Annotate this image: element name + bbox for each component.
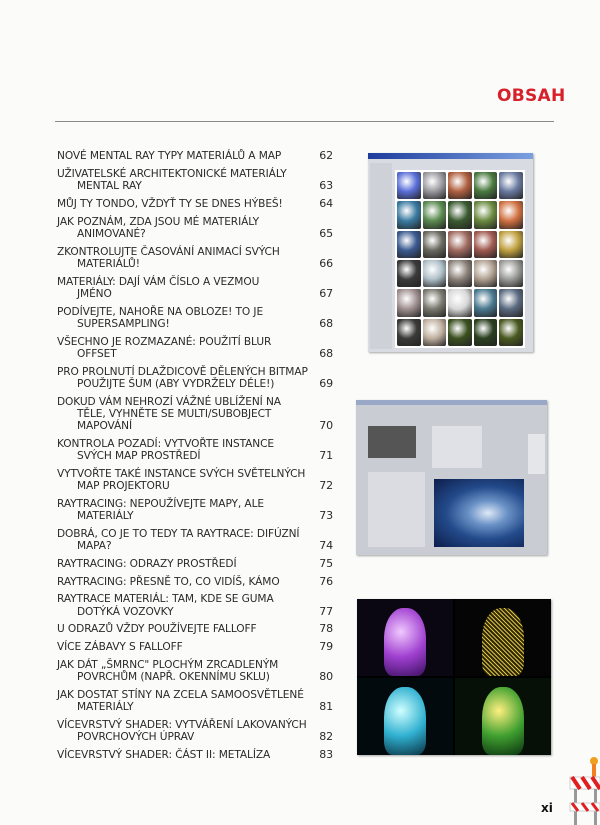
toc-entry-page: 63 [319,179,333,192]
toc-entry-title: POVRCHOVÝCH ÚPRAV [77,731,195,744]
material-thumbnail-grid [395,170,525,348]
traffic-barrier-icon [568,755,600,825]
toc-entry-page: 66 [319,256,333,270]
toc-entry [57,366,333,390]
toc-entry-page: 76 [319,574,333,588]
header-divider [55,121,554,122]
toc-entry-page: 69 [319,376,333,390]
material-thumbnail [423,289,447,316]
toc-entry [57,749,333,761]
toc-entry-title: RAYTRACE MATERIÁL: TAM, KDE SE GUMA [57,593,274,606]
toc-entry-title: MATERIÁLY [77,510,134,522]
toc-entry-page: 65 [319,226,333,240]
toc-entry-title: ANIMOVANÉ? [77,227,146,240]
page-number: xi [541,801,553,815]
command-panel [528,434,545,474]
toc-entry-title: JAK POZNÁM, ZDA JSOU MÉ MATERIÁLY [57,215,260,228]
toc-entry [57,558,333,570]
toc-entry-title: U ODRAZŮ VŽDY POUŽÍVEJTE FALLOFF [57,623,257,636]
browser-sidebar [370,163,392,349]
toc-entry-page: 68 [319,346,333,360]
material-thumbnail [499,201,523,228]
toc-entry-title: MAP PROJEKTORU [77,480,170,492]
toc-entry-page: 64 [319,196,333,210]
material-thumbnail [397,319,421,346]
toc-entry [57,336,333,360]
material-thumbnail [423,319,447,346]
toc-entry [57,593,333,617]
toc-entry [57,306,333,330]
material-map-browser-screenshot [368,153,533,352]
render-wireframe [455,599,551,676]
dialog-panel [432,426,482,468]
render-cyan [357,678,453,755]
render-green [455,678,551,755]
toc-entry-page: 80 [319,670,333,684]
toc-entry-page: 82 [319,730,333,744]
material-thumbnail [499,231,523,258]
toc-entry-title: DOKUD VÁM NEHROZÍ VÁŽNÉ UBLÍŽENÍ NA [57,395,281,408]
toc-entry [57,276,333,300]
material-thumbnail [423,172,447,199]
table-of-contents [57,150,333,767]
material-thumbnail [474,289,498,316]
material-thumbnail [423,231,447,258]
toc-entry [57,719,333,743]
toc-entry-title: PRO PROLNUTÍ DLAŽDICOVĚ DĚLENÝCH BITMAP [57,365,308,378]
toc-entry [57,528,333,552]
toc-entry-title: SUPERSAMPLING! [77,317,170,330]
toc-entry-page: 72 [319,479,333,492]
material-thumbnail [448,172,472,199]
toc-entry-title: PODÍVEJTE, NAHOŘE NA OBLOZE! TO JE [57,305,264,318]
toc-entry-page: 73 [319,509,333,522]
toc-entry-title: OFFSET [77,347,117,360]
toc-entry-page: 79 [319,640,333,654]
toc-entry-title: DOBRÁ, CO JE TO TEDY TA RAYTRACE: DIFÚZNÍ [57,527,300,540]
toc-entry-title: ZKONTROLUJTE ČASOVÁNÍ ANIMACÍ SVÝCH [57,245,280,258]
material-thumbnail [474,201,498,228]
menu-bar [356,400,547,405]
section-title: OBSAH [497,86,566,106]
toc-entry [57,576,333,588]
toc-entry-title: MAPA? [77,540,112,552]
3dsmax-environment-screenshot [356,400,547,555]
toc-entry-page: 83 [319,747,333,761]
toc-entry-title: VÍCEVRSTVÝ SHADER: ČÁST II: METALÍZA [57,748,271,761]
toc-entry [57,216,333,240]
toc-entry-page: 81 [319,700,333,714]
render-magenta [357,599,453,676]
material-thumbnail [423,201,447,228]
toc-entry-title: JAK DÁT „ŠMRNC" PLOCHÝM ZRCADLENÝM [57,658,279,671]
toc-entry-title: POUŽIJTE ŠUM (ABY VYDRŽELY DÉLE!) [77,377,275,390]
toc-entry-page: 77 [319,604,333,618]
toc-entry-title: JMÉNO [77,287,112,300]
toc-entry-title: DOTÝKÁ VOZOVKY [77,605,174,618]
toc-entry-title: VYTVOŘTE TAKÉ INSTANCE SVÝCH SVĚTELNÝCH [57,467,306,480]
toc-entry-title: VÍCE ZÁBAVY S FALLOFF [57,641,183,654]
toc-entry-title: VÍCEVRSTVÝ SHADER: VYTVÁŘENÍ LAKOVANÝCH [57,718,307,731]
material-thumbnail [474,260,498,287]
toc-entry-title: UŽIVATELSKÉ ARCHITEKTONICKÉ MATERIÁLY [57,167,287,180]
toc-entry-title: RAYTRACING: NEPOUŽÍVEJTE MAPY, ALE [57,497,264,510]
material-thumbnail [448,231,472,258]
toc-entry-title: MATERIÁLY: DAJÍ VÁM ČÍSLO A VEZMOU [57,275,260,288]
toc-entry [57,198,333,210]
parameters-panel [368,472,425,547]
toc-entry [57,246,333,270]
toc-entry [57,468,333,492]
toc-entry-title: JAK DOSTAT STÍNY NA ZCELA SAMOOSVĚTLENÉ [57,688,304,701]
toc-entry-title: SVÝCH MAP PROSTŘEDÍ [77,450,201,462]
material-thumbnail [448,289,472,316]
toc-entry [57,168,333,192]
toc-entry-title: MENTAL RAY [77,180,142,192]
material-thumbnail [448,319,472,346]
toc-entry-title: RAYTRACING: ODRAZY PROSTŘEDÍ [57,557,237,570]
material-thumbnail [448,260,472,287]
toc-entry-page: 75 [319,556,333,570]
toc-entry-page: 62 [319,149,333,162]
toc-entry [57,659,333,683]
window-titlebar [368,153,533,159]
material-thumbnail [397,289,421,316]
toc-entry-title: MATERIÁLŮ! [77,257,140,270]
toc-entry-title: RAYTRACING: PŘESNĚ TO, CO VIDÍŠ, KÁMO [57,575,280,588]
toc-entry [57,438,333,462]
toc-entry-title: NOVÉ MENTAL RAY TYPY MATERIÁLŮ A MAP [57,150,282,162]
toc-entry-page: 78 [319,622,333,636]
toc-entry-page: 71 [319,449,333,462]
toc-entry-title: MŮJ TY TONDO, VŽDYŤ TY SE DNES HÝBEŠ! [57,197,283,210]
material-thumbnail [423,260,447,287]
toc-entry [57,150,333,162]
material-editor-slots [368,426,416,458]
toc-entry-title: VŠECHNO JE ROZMAZANÉ: POUŽITÍ BLUR [57,335,272,348]
toc-entry [57,623,333,635]
material-thumbnail [474,172,498,199]
material-thumbnail [499,260,523,287]
toc-entry-title: POVRCHŮM (NAPŘ. OKENNÍMU SKLU) [77,671,270,684]
material-thumbnail [499,289,523,316]
material-thumbnail [499,319,523,346]
toc-entry-title: KONTROLA POZADÍ: VYTVOŘTE INSTANCE [57,437,275,450]
toc-entry-page: 74 [319,539,333,552]
toc-entry [57,689,333,713]
toc-entry-page: 70 [319,419,333,432]
toc-entry [57,396,333,433]
material-thumbnail [448,201,472,228]
toc-entry-page: 67 [319,286,333,300]
toc-entry-title: MATERIÁLY [77,701,134,714]
toc-entry-title: MAPOVÁNÍ [77,420,132,432]
material-thumbnail [397,201,421,228]
toc-entry-page: 68 [319,316,333,330]
toc-entry-title: TĚLE, VYHNĚTE SE MULTI/SUBOBJECT [77,407,272,420]
material-thumbnail [397,231,421,258]
material-thumbnail [474,319,498,346]
material-thumbnail [499,172,523,199]
toc-entry [57,641,333,653]
material-thumbnail [474,231,498,258]
sky-render-viewport [434,479,524,547]
material-thumbnail [397,260,421,287]
falloff-render-comparison [357,599,551,755]
toc-entry [57,498,333,522]
material-thumbnail [397,172,421,199]
